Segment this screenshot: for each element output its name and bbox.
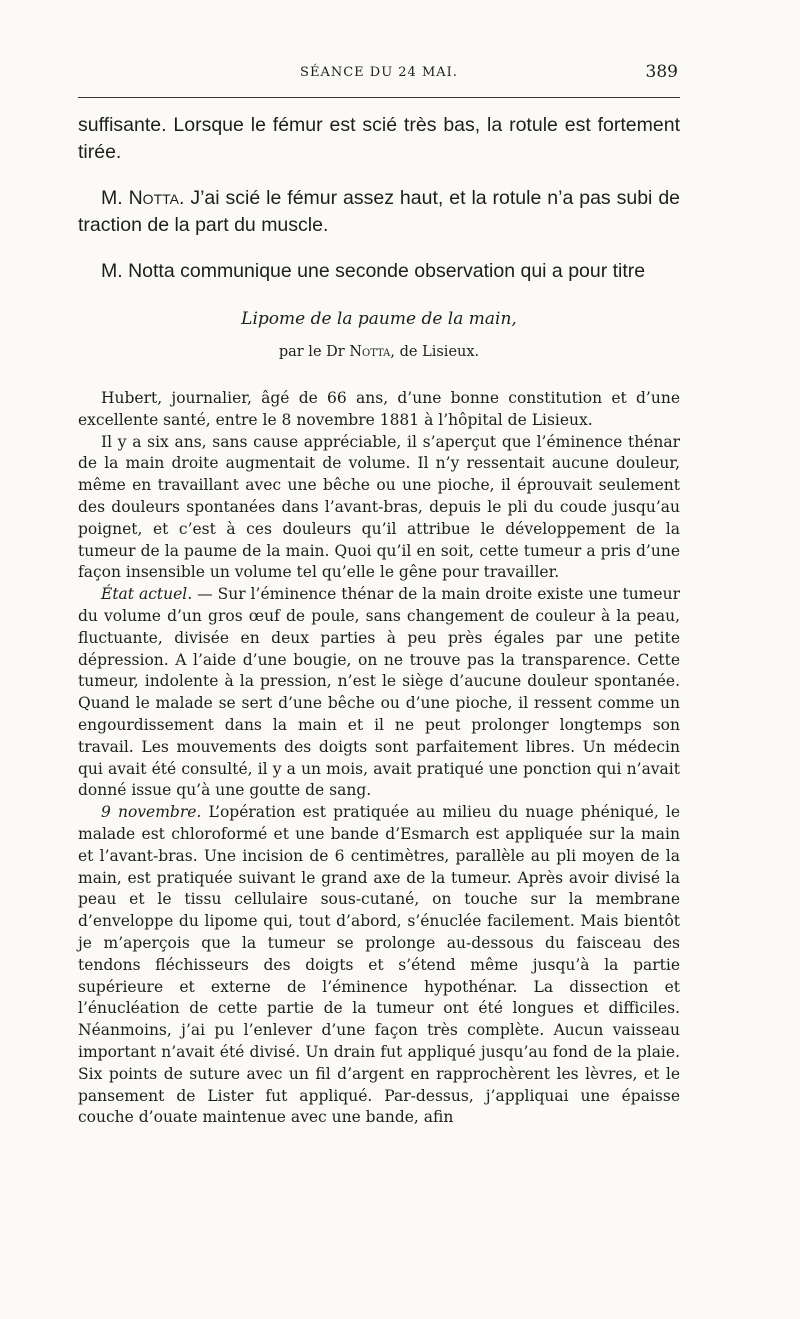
byline-name: Notta bbox=[349, 344, 391, 360]
byline-suffix: , de Lisieux. bbox=[390, 344, 480, 360]
observation-title: Lipome de la paume de la main, bbox=[241, 309, 517, 329]
case-paragraph-3 bbox=[78, 584, 680, 802]
intro-paragraph: M. Notta communique une seconde observation qui a pour titre bbox=[101, 260, 646, 282]
notta-reply-paragraph bbox=[78, 185, 680, 239]
observation-byline bbox=[78, 344, 680, 360]
case-paragraph-1: Hubert, journalier, âgé de 66 ans, d’une bonne constitution et d’une excellente santé, entre le 8 novembre 1881 à l’hôpital de Lisieux. bbox=[78, 389, 680, 429]
running-title: SÉANCE DU 24 MAI. bbox=[300, 65, 458, 80]
byline-prefix: par le Dr bbox=[278, 344, 350, 360]
operation-date-label: 9 novembre. bbox=[101, 803, 202, 822]
page-body bbox=[78, 112, 680, 1129]
case-paragraph-4 bbox=[78, 802, 680, 1129]
speaker-text: J’ai scié le fémur assez haut, et la rotule n’a pas subi de traction de la part du muscle. bbox=[78, 187, 681, 236]
operation-text: L’opération est pratiquée au milieu du nuage phéniqué, le malade est chloroformé et une bande d’Esmarch est appliquée sur la main et l’avant-bras. Une incision de 6 centimètres, parallèle au pli moyen de la main, est pratiquée suivant le grand axe de la tumeur. Après avoir divisé la peau et le tissu cellulaire sous-cutané, on touche sur la membrane d’enveloppe du lipome qui, tout d’abord, s’énuclée facilement. Mais bientôt je m’aperçois que la tumeur se prolonge au-dessous du faisceau des tendons fléchisseurs des doigts et s’étend même jusqu’à la partie supérieure et externe de l’éminence hypothénar. La dissection et l’énucléation de cette partie de la tumeur ont été longues et difficiles. Néanmoins, j’ai pu l’enlever d’une façon très complète. Aucun vaisseau important n’avait été divisé. Un drain fut appliqué jusqu’au fond de la plaie. Six points de suture avec un fil d’argent en rapprochèrent les lèvres, et le pansement de Lister fut appliqué. Par-dessus, j’appliquai une épaisse couche d’ouate maintenue avec une bande, afin bbox=[78, 803, 680, 1127]
page-header bbox=[78, 62, 680, 82]
continuation-paragraph: suffisante. Lorsque le fémur est scié très bas, la rotule est fortement tirée. bbox=[78, 114, 680, 163]
header-rule bbox=[78, 97, 680, 98]
page-number: 389 bbox=[645, 62, 678, 82]
etat-actuel-text: — Sur l’éminence thénar de la main droite existe une tumeur du volume d’un gros œuf de poule, sans changement de couleur à la peau, fluctuante, divisée en deux parties à peu près égales par une petite dépression. A l’aide d’une bougie, on ne trouve pas la transparence. Cette tumeur, indolente à la pression, n’est le siège d’aucune douleur spontanée. Quand le malade se sert d’une bêche ou d’une pioche, il ressent comme un engourdissement dans la main et il ne peut prolonger longtemps son travail. Les mouvements des doigts sont parfaitement libres. Un médecin qui avait été consulté, il y a un mois, avait pratiqué une ponction qui n’avait donné issue qu’à une goutte de sang. bbox=[78, 585, 680, 800]
case-paragraph-2: Il y a six ans, sans cause appréciable, il s’aperçut que l’éminence thénar de la main droite augmentait de volume. Il n’y ressentait aucune douleur, même en travaillant avec une bêche ou une pioche, il éprouvait seulement des douleurs spontanées dans l’avant-bras, depuis le pli du coude jusqu’au poignet, et c’est à ces douleurs qu’il attribue le développement de la tumeur de la paume de la main. Quoi qu’il en soit, cette tumeur a pris d’une façon insensible un volume tel qu’elle le gêne pour travailler. bbox=[78, 432, 680, 582]
etat-actuel-label: État actuel. bbox=[101, 585, 193, 604]
speaker-name: M. Notta. bbox=[101, 187, 185, 209]
